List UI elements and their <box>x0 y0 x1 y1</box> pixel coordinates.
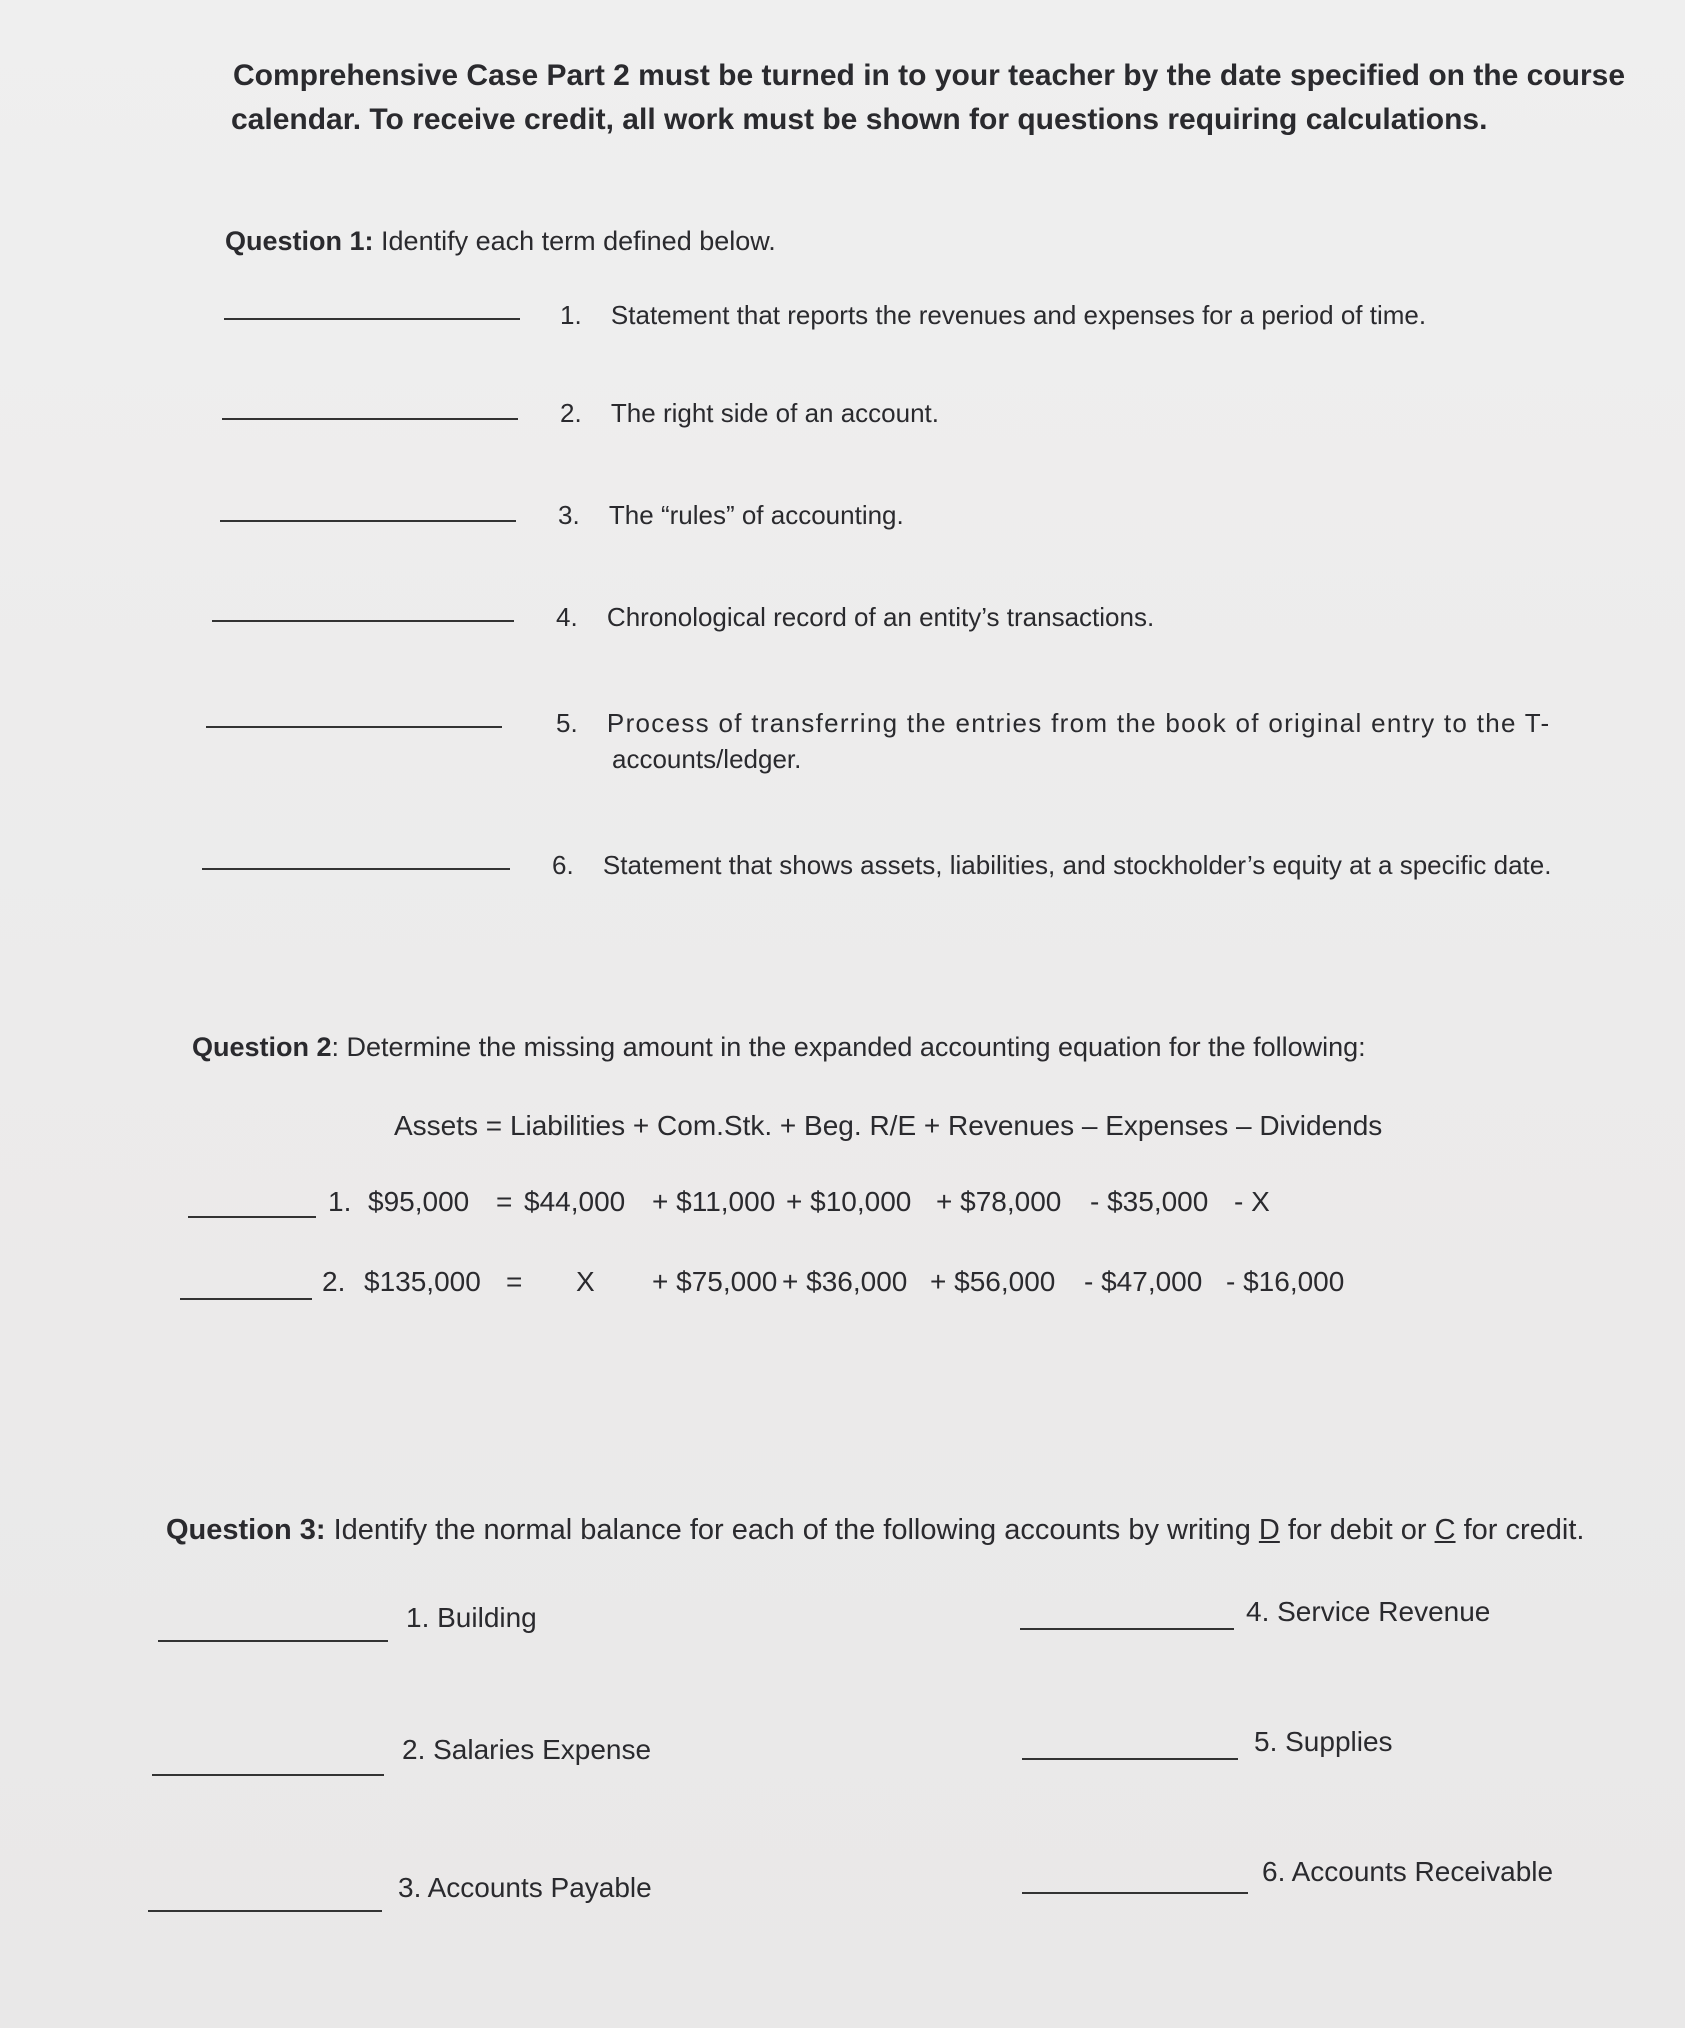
q2-row-2-expenses: - $47,000 <box>1084 1266 1203 1297</box>
q2-answer-blank-2[interactable] <box>180 1298 312 1300</box>
q3-account-5: 5. Supplies <box>1254 1726 1393 1757</box>
q1-answer-blank-5[interactable] <box>206 726 502 728</box>
q3-answer-blank-1[interactable] <box>158 1640 388 1642</box>
q1-item-1-text: Statement that reports the revenues and expenses for a period of time. <box>610 300 1427 330</box>
q1-item-5 <box>556 708 1551 739</box>
q1-title <box>225 226 776 257</box>
q2-answer-blank-1[interactable] <box>188 1216 316 1218</box>
q1-instructions: Identify each term defined below. <box>381 226 776 256</box>
q1-item-1-number: 1. <box>560 300 582 330</box>
header-line-2: calendar. To receive credit, all work must be shown for questions requiring calculations. <box>231 103 1488 136</box>
q1-item-2 <box>560 398 939 429</box>
q1-item-4-text: Chronological record of an entity’s transactions. <box>606 602 1155 632</box>
q1-item-4-number: 4. <box>556 602 578 632</box>
q2-row-2-number: 2. <box>322 1266 346 1297</box>
q3-title <box>166 1514 1584 1547</box>
q1-item-6-text: Statement that shows assets, liabilities, and stockholder’s equity at a specific date. <box>602 850 1552 880</box>
q2-row-1-equals: = <box>496 1186 513 1217</box>
q1-answer-blank-4[interactable] <box>212 620 514 622</box>
q3-label: Question 3: <box>166 1514 326 1546</box>
q1-item-4 <box>556 602 1154 633</box>
q2-row-2-assets: $135,000 <box>364 1266 481 1297</box>
q3-answer-blank-6[interactable] <box>1022 1892 1248 1894</box>
q2-title <box>192 1032 1366 1063</box>
q2-row-1-assets: $95,000 <box>368 1186 470 1217</box>
q3-account-1: 1. Building <box>406 1602 537 1633</box>
q2-row-1-expenses: - $35,000 <box>1090 1186 1209 1217</box>
q1-answer-blank-2[interactable] <box>222 418 518 420</box>
q1-answer-blank-3[interactable] <box>220 520 516 522</box>
q1-item-6 <box>552 850 1551 881</box>
q3-account-4: 4. Service Revenue <box>1246 1596 1491 1627</box>
q2-row-1-beginning-re: + $10,000 <box>786 1186 912 1217</box>
q2-row-2-beginning-re: + $36,000 <box>782 1266 908 1297</box>
q1-item-6-number: 6. <box>552 850 574 880</box>
q1-item-3 <box>558 500 904 531</box>
q3-instructions-a: Identify the normal balance for each of the following accounts by writing <box>333 1514 1259 1546</box>
q1-answer-blank-1[interactable] <box>224 318 520 320</box>
q2-row-2-revenues: + $56,000 <box>930 1266 1056 1297</box>
q1-label: Question 1: <box>225 226 374 256</box>
q3-answer-blank-2[interactable] <box>152 1774 384 1776</box>
q3-instructions-c: for credit. <box>1455 1514 1585 1546</box>
q3-credit-letter: C <box>1434 1514 1456 1546</box>
q1-item-3-text: The “rules” of accounting. <box>608 500 904 530</box>
q2-label: Question 2 <box>192 1032 332 1062</box>
q2-row-1-liabilities: $44,000 <box>524 1186 626 1217</box>
q1-item-1 <box>560 300 1426 331</box>
q2-row-2-liabilities: X <box>576 1266 595 1297</box>
q3-account-6: 6. Accounts Receivable <box>1262 1856 1554 1887</box>
q2-row-1-number: 1. <box>328 1186 352 1217</box>
q1-item-5-text: Process of transferring the entries from the book of original entry to the T- <box>606 708 1551 738</box>
q3-account-2: 2. Salaries Expense <box>402 1734 652 1765</box>
q1-item-3-number: 3. <box>558 500 580 530</box>
q3-answer-blank-5[interactable] <box>1022 1758 1238 1760</box>
q3-instructions-b: for debit or <box>1279 1514 1435 1546</box>
q3-debit-letter: D <box>1258 1514 1280 1546</box>
q2-row-2-dividends: - $16,000 <box>1226 1266 1345 1297</box>
q1-item-5-number: 5. <box>556 708 578 738</box>
q2-row-1-revenues: + $78,000 <box>936 1186 1062 1217</box>
q3-answer-blank-3[interactable] <box>148 1910 382 1912</box>
q2-row-1-common-stock: + $11,000 <box>652 1186 776 1217</box>
header-line-1: Comprehensive Case Part 2 must be turned in to your teacher by the date specified on the course <box>233 59 1626 92</box>
q2-row-2 <box>322 1266 1345 1306</box>
q1-item-5-text-continued: accounts/ledger. <box>612 744 802 774</box>
q3-account-3: 3. Accounts Payable <box>398 1872 652 1903</box>
q2-row-1 <box>328 1186 1328 1226</box>
q2-equation-header: Assets = Liabilities + Com.Stk. + Beg. R/E + Revenues – Expenses – Dividends <box>394 1110 1383 1141</box>
q2-instructions: : Determine the missing amount in the expanded accounting equation for the following: <box>331 1032 1366 1062</box>
q1-item-2-text: The right side of an account. <box>610 398 940 428</box>
q2-row-1-dividends: - X <box>1234 1186 1270 1217</box>
q2-row-2-equals: = <box>506 1266 523 1297</box>
q2-row-2-common-stock: + $75,000 <box>652 1266 778 1297</box>
q1-item-2-number: 2. <box>560 398 582 428</box>
q3-answer-blank-4[interactable] <box>1020 1628 1234 1630</box>
q1-answer-blank-6[interactable] <box>202 868 510 870</box>
